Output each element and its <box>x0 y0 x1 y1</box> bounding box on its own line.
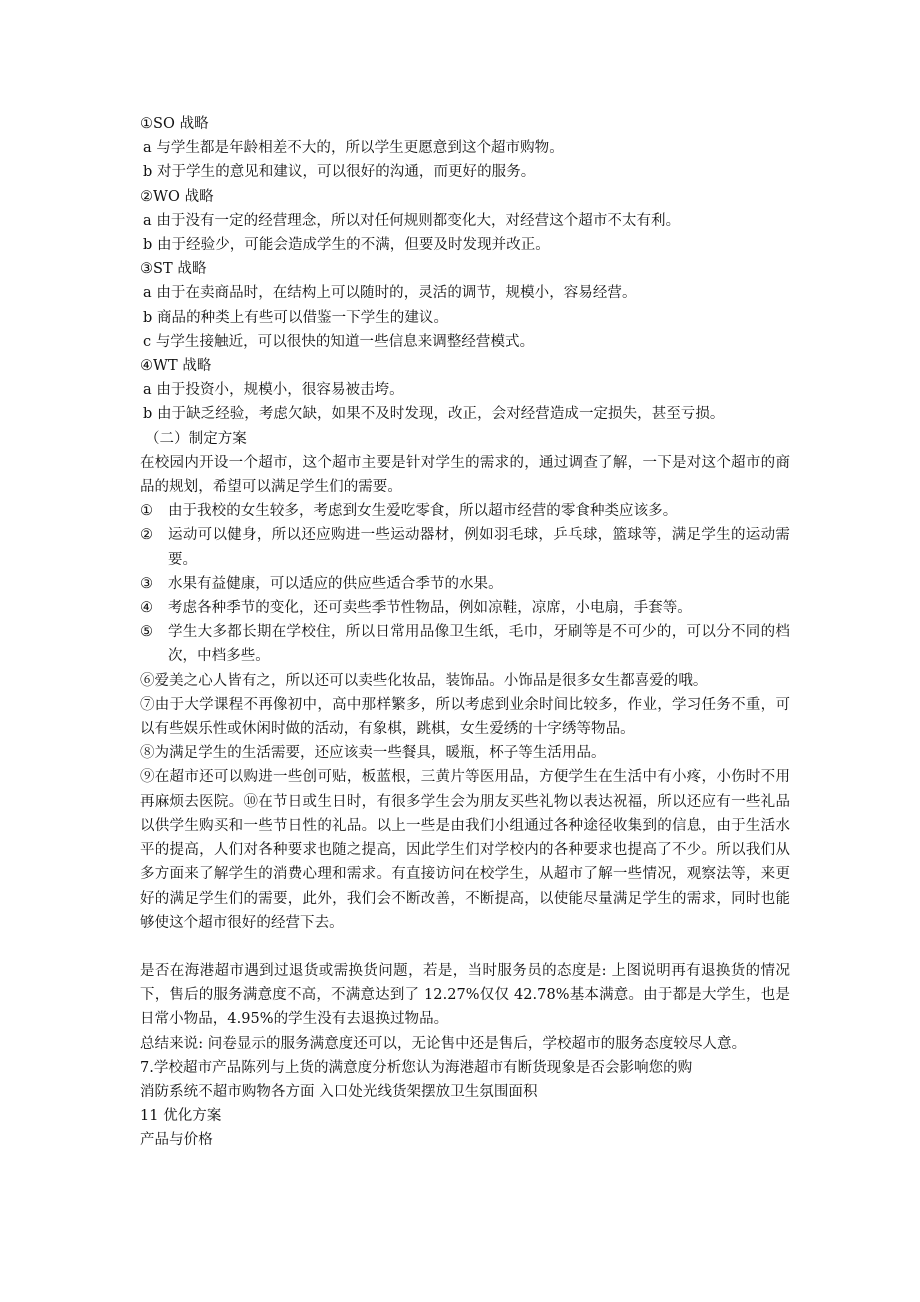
wt-strategy-title: ④WT 战略 <box>140 358 212 375</box>
wo-item-b: b 由于经验少，可能会造成学生的不满，但要及时发现并改正。 <box>143 237 550 254</box>
section-11-subheading: 产品与价格 <box>140 1132 213 1149</box>
wo-item-a: a 由于没有一定的经营理念，所以对任何规则都变化大，对经营这个超市不太有利。 <box>143 212 681 229</box>
wt-item-b: b 由于缺乏经验，考虑欠缺，如果不及时发现，改正，会对经营造成一定损失，甚至亏损。 <box>143 406 725 423</box>
plan-paragraph-6: ⑥爱美之心人皆有之，所以还可以卖些化妆品，装饰品。小饰品是很多女生都喜爱的哦。 <box>140 672 708 689</box>
question-7-factors: 消防系统不超市购物各方面 入口处光线货架摆放卫生氛围面积 <box>140 1083 538 1100</box>
st-item-c: c 与学生接触近，可以很快的知道一些信息来调整经营模式。 <box>143 333 535 350</box>
plan-paragraph-9: ⑨在超市还可以购进一些创可贴，板蓝根，三黄片等医用品，方便学生在生活中有小疼，小伤时不用再麻烦去医院。⑩在节日或生日时，有很多学生会为朋友买些礼物以表达祝福，所以还应有一些礼品以供学生购买和一些节日性的礼品。以上一些是由我们小组通过各种途径收集到的信息，由于生活水平的提高，人们对各种要求也随之提高，因此学生们对学校内的各种要求也提高了不少。所以我们从多方面来了解学生的消费心理和需求。有直接访问在校学生，从超市了解一些情况，观察法等，来更好的满足学生们的需要，此外，我们会不断改善，不断提高，以使能尽量满足学生的需求，同时也能够使这个超市很好的经营下去。 <box>140 769 790 931</box>
st-item-a: a 由于在卖商品时，在结构上可以随时的，灵活的调节，规模小，容易经营。 <box>143 285 637 302</box>
list-number: ④ <box>140 600 154 617</box>
wo-strategy-title: ②WO 战略 <box>140 188 214 205</box>
section-11-heading: 11 优化方案 <box>140 1108 222 1125</box>
list-text: 学生大多都长期在学校住，所以日常用品像卫生纸，毛巾，牙刷等是不可少的，可以分不同的档次，中档多些。 <box>168 624 790 665</box>
survey-summary: 总结来说: 问卷显示的服务满意度还可以，无论售中还是售后，学校超市的服务态度较尽人意。 <box>140 1035 747 1052</box>
list-text: 考虑各种季节的变化，还可卖些季节性物品，例如凉鞋，凉席，小电扇，手套等。 <box>168 600 692 617</box>
list-number: ② <box>140 527 154 544</box>
document-page <box>140 112 790 1153</box>
list-number: ① <box>140 503 154 520</box>
list-number: ⑤ <box>140 624 154 641</box>
list-text: 水果有益健康，可以适应的供应些适合季节的水果。 <box>168 575 503 592</box>
plan-paragraph-7: ⑦由于大学课程不再像初中，高中那样繁多，所以考虑到业余时间比较多，作业，学习任务不重，可以有些娱乐性或休闲时做的活动，有象棋，跳棋，女生爱绣的十字绣等物品。 <box>140 696 790 738</box>
st-strategy-title: ③ST 战略 <box>140 261 207 278</box>
plan-list-item <box>140 596 790 620</box>
list-text: 运动可以健身，所以还应购进一些运动器材，例如羽毛球，乒乓球，篮球等，满足学生的运动需要。 <box>168 527 790 568</box>
plan-list-item <box>140 523 790 571</box>
st-item-b: b 商品的种类上有些可以借鉴一下学生的建议。 <box>143 309 448 326</box>
wt-item-a: a 由于投资小，规模小，很容易被击垮。 <box>143 382 404 399</box>
plan-heading: （二）制定方案 <box>145 430 247 447</box>
question-7: 7.学校超市产品陈列与上货的满意度分析您认为海港超市有断货现象是否会影响您的购 <box>140 1059 693 1076</box>
plan-list-item <box>140 499 790 523</box>
list-number: ③ <box>140 575 154 592</box>
plan-paragraph-8: ⑧为满足学生的生活需要，还应该卖一些餐具，暖瓶，杯子等生活用品。 <box>140 745 606 762</box>
plan-list-item <box>140 620 790 668</box>
list-text: 由于我校的女生较多，考虑到女生爱吃零食，所以超市经营的零食种类应该多。 <box>168 503 678 520</box>
plan-list-item <box>140 572 790 596</box>
plan-intro: 在校园内开设一个超市，这个超市主要是针对学生的需求的，通过调查了解，一下是对这个超市的商品的规划，希望可以满足学生们的需要。 <box>140 454 790 496</box>
so-item-a: a 与学生都是年龄相差不大的，所以学生更愿意到这个超市购物。 <box>143 140 564 157</box>
so-strategy-title: ①SO 战略 <box>140 116 209 132</box>
blank-line <box>140 935 790 959</box>
so-item-b: b 对于学生的意见和建议，可以很好的沟通，而更好的服务。 <box>143 164 536 181</box>
survey-paragraph-return: 是否在海港超市遇到过退货或需换货问题，若是，当时服务员的态度是: 上图说明再有退换货的情况下，售后的服务满意度不高，不满意达到了 12.27%仅仅 42.78%基本满意。由于都是大学生，也是日常小物品，4.95%的学生没有去退换过物品。 <box>140 962 790 1028</box>
